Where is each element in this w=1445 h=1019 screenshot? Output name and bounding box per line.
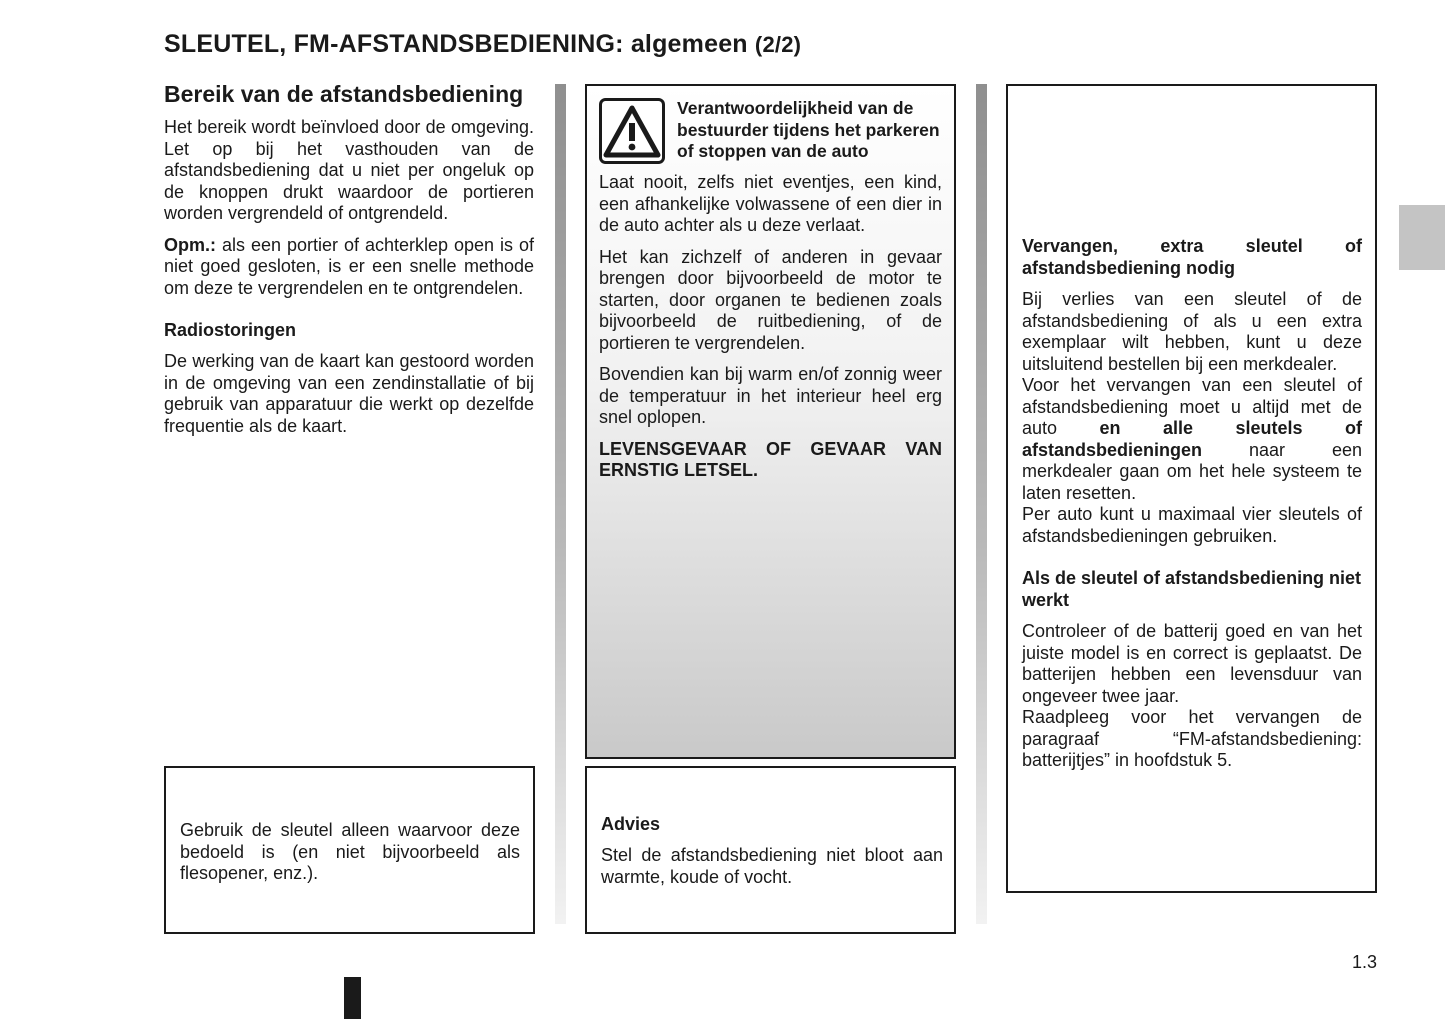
- advice-title: Advies: [601, 814, 661, 834]
- key-use-box: [164, 766, 535, 934]
- warning-content: [599, 98, 942, 492]
- replace-paragraph-3: Per auto kunt u maximaal vier sleutels of afstandsbedieningen gebruiken.: [1022, 504, 1362, 546]
- page-title: [164, 30, 801, 59]
- warning-paragraph-2: Het kan zichzelf of anderen in gevaar brengen door bijvoorbeeld de motor te starten, door organen te bedienen zoals bijvoorbeeld de ruitbediening, of de portieren te vergrendelen.: [599, 246, 942, 353]
- replace-paragraph-2-c: naar een merkdealer gaan om het hele systeem te laten resetten.: [1022, 439, 1362, 503]
- warning-danger: LEVENSGEVAAR OF GEVAAR VAN ERNSTIG LETSEL.: [599, 438, 942, 480]
- warning-paragraph-1: Laat nooit, zelfs niet eventjes, een kind, een afhankelijke volwassene of een dier in de auto achter als u deze verlaat.: [599, 172, 942, 235]
- replace-paragraph-1: Bij verlies van een sleutel of de afstandsbediening of als u een extra exemplaar wilt hebben, kunt u deze uitsluitend bestellen bij een merkdealer.: [1022, 289, 1362, 374]
- radio-paragraph: De werking van de kaart kan gestoord worden in de omgeving van een zendinstallatie of bij gebruik van apparatuur die werkt op dezelfde frequentie als de kaart.: [164, 351, 534, 436]
- replace-title: Vervangen, extra sleutel of afstandsbediening nodig: [1022, 236, 1362, 278]
- bottom-bar-mark: [344, 977, 361, 1019]
- note-label: Opm.:: [164, 234, 216, 255]
- column-separator-2: [976, 84, 987, 924]
- note-text: als een portier of achterklep open is of niet goed gesloten, is er een snelle methode om deze te vergrendelen en te ontgrendelen.: [164, 234, 534, 298]
- not-working-title: Als de sleutel of afstandsbediening niet werkt: [1022, 568, 1362, 610]
- advice-content: [601, 813, 943, 898]
- section-heading-range: Bereik van de afstandsbediening: [164, 81, 524, 107]
- page-title-suffix: (2/2): [754, 32, 802, 57]
- replace-paragraph-2: [1022, 375, 1362, 504]
- replace-paragraph-2-a: Voor het vervangen van een sleutel of afstandsbediening moet u altijd met de auto: [1022, 375, 1362, 438]
- warning-box: [585, 84, 956, 759]
- replace-box: [1006, 84, 1377, 893]
- not-working-paragraph-2: Raadpleeg voor het vervangen de paragraaf “FM-afstandsbediening: batterijtjes” in hoofdstuk 5.: [1022, 707, 1362, 770]
- advice-text: Stel de afstandsbediening niet bloot aan warmte, koude of vocht.: [601, 845, 943, 887]
- warning-paragraph-3: Bovendien kan bij warm en/of zonnig weer de temperatuur in het interieur heel erg snel oplopen.: [599, 364, 942, 427]
- note-paragraph: [164, 235, 534, 300]
- advice-box: [585, 766, 956, 934]
- column-separator: [555, 84, 566, 924]
- warning-triangle-icon: [599, 98, 665, 164]
- replace-paragraph-2-bold: en alle sleutels of afstandsbedieningen: [1022, 418, 1362, 460]
- subheading-radio: Radiostoringen: [164, 320, 297, 340]
- page-number: 1.3: [1352, 952, 1378, 972]
- key-use-text: Gebruik de sleutel alleen waarvoor deze bedoeld is (en niet bijvoorbeeld als flesopener, enz.).: [180, 820, 520, 883]
- page-title-main: SLEUTEL, FM-AFSTANDSBEDIENING: algemeen: [164, 30, 748, 58]
- warning-header: [599, 98, 942, 164]
- replace-content: [1022, 235, 1362, 782]
- not-working-paragraph-1: Controleer of de batterij goed en van het juiste model is en correct is geplaatst. De batterijen hebben een levensduur van ongeveer twee jaar.: [1022, 621, 1362, 706]
- chapter-tab-marker: [1399, 205, 1445, 270]
- warning-title: Verantwoordelijkheid van de bestuurder tijdens het parkeren of stoppen van de auto: [677, 98, 940, 161]
- range-paragraph: Het bereik wordt beïnvloed door de omgeving. Let op bij het vasthouden van de afstandsbediening dat u niet per ongeluk op de knoppen drukt waardoor de portieren worden vergrendeld of ontgrendeld.: [164, 117, 534, 223]
- column-range: [164, 80, 534, 447]
